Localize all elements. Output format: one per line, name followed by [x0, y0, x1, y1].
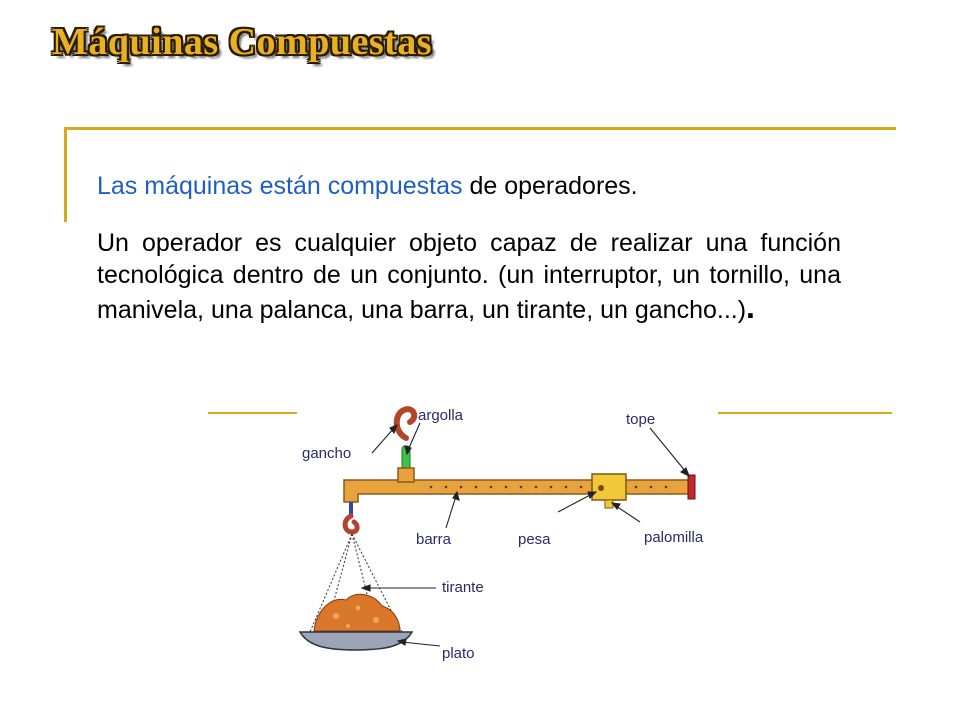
intro-highlight: Las máquinas están compuestas: [97, 172, 463, 200]
mid-right-accent-rule: [718, 412, 892, 414]
definition-final-dot: .: [746, 289, 755, 325]
intro-rest: de operadores.: [462, 172, 638, 200]
top-hook-icon: [397, 409, 415, 438]
label-tope: tope: [626, 411, 656, 428]
definition-paragraph: [97, 227, 841, 326]
left-accent-rule: [64, 127, 67, 222]
lower-hook-icon: [345, 516, 357, 532]
steelyard-scale-diagram: [296, 398, 736, 670]
pesa-weight: [592, 474, 626, 500]
scale-beam: [344, 480, 691, 502]
label-pesa: pesa: [518, 531, 551, 548]
label-barra: barra: [416, 531, 452, 548]
slide-title: Máquinas Compuestas: [52, 21, 433, 63]
ore-load: [314, 594, 400, 631]
mid-left-accent-rule: [208, 412, 297, 414]
definition-text: Un operador es cualquier objeto capaz de realizar una función tecnológica dentro de un conjunto. (un interruptor, un tornillo, una manivela, una palanca, una barra, un tirante, un gancho...): [97, 229, 841, 324]
beam-pivot-block: [398, 468, 414, 482]
label-gancho: gancho: [302, 445, 352, 462]
label-plato: plato: [442, 645, 475, 662]
tope-stop: [688, 475, 695, 499]
label-tirante: tirante: [442, 579, 484, 596]
label-argolla: argolla: [418, 407, 464, 424]
top-accent-rule: [64, 127, 896, 130]
plato-plate: [300, 632, 412, 650]
intro-paragraph: [97, 170, 841, 202]
palomilla-screw: [605, 500, 613, 508]
label-palomilla: palomilla: [644, 529, 704, 546]
pesa-dot: [598, 485, 604, 491]
